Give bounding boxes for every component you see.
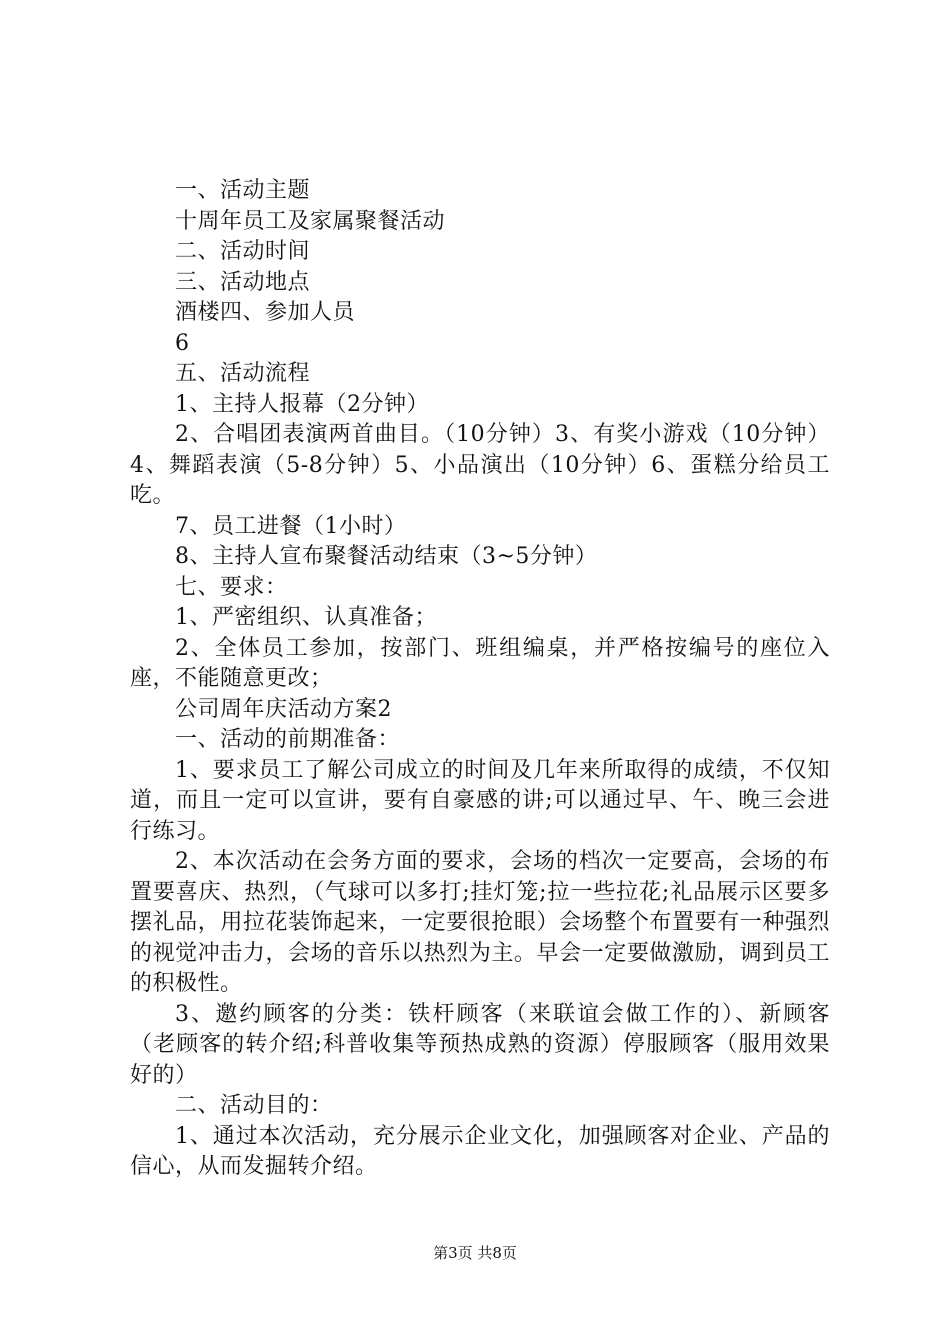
paragraph-9: 2、合唱团表演两首曲目。（10分钟）3、有奖小游戏（10分钟）4、舞蹈表演（5-8分钟）5、小品演出（10分钟）6、蛋糕分给员工吃。	[130, 422, 830, 508]
page-footer	[0, 1242, 950, 1263]
paragraph-8: 1、主持人报幕（2分钟）	[175, 391, 429, 417]
paragraph-13: 1、严密组织、认真准备；	[175, 605, 437, 630]
paragraph-17: 1、要求员工了解公司成立的时间及几年来所取得的成绩，不仅知道，而且一定可以宣讲，要有自豪感的讲;可以通过早、午、晚三会进行练习。	[130, 757, 830, 844]
paragraph-21: 1、通过本次活动，充分展示企业文化，加强顾客对企业、产品的信心，从而发掘转介绍。	[130, 1123, 830, 1179]
paragraph-2: 十周年员工及家属聚餐活动	[175, 208, 446, 234]
paragraph-14: 2、全体员工参加，按部门、班组编桌，并严格按编号的座位入座，不能随意更改；	[130, 635, 830, 691]
paragraph-7: 五、活动流程	[175, 361, 311, 386]
paragraph-10: 7、员工进餐（1小时）	[175, 513, 407, 539]
paragraph-19: 3、邀约顾客的分类：铁杆顾客（来联谊会做工作的）、新顾客（老顾客的转介绍;科普收集等预热成熟的资源）停服顾客（服用效果好的）	[130, 1001, 830, 1088]
document-body	[130, 176, 830, 1183]
paragraph-4: 三、活动地点	[175, 269, 311, 295]
paragraph-11: 8、主持人宣布聚餐活动结束（3~5分钟）	[175, 544, 598, 569]
paragraph-12: 七、要求：	[175, 574, 288, 600]
paragraph-16: 一、活动的前期准备：	[175, 727, 401, 752]
page-number-label: 第3页 共8页	[433, 1244, 517, 1262]
paragraph-20: 二、活动目的：	[175, 1093, 333, 1118]
paragraph-5: 酒楼四、参加人员	[175, 300, 356, 325]
paragraph-3: 二、活动时间	[175, 239, 311, 264]
paragraph-18: 2、本次活动在会务方面的要求，会场的档次一定要高，会场的布置要喜庆、热烈，（气球可以多打;挂灯笼;拉一些拉花;礼品展示区要多摆礼品，用拉花装饰起来，一定要很抢眼）会场整个布置要有一种强烈的视觉冲击力，会场的音乐以热烈为主。早会一定要做激励，调到员工的积极性。	[130, 849, 830, 996]
paragraph-1: 一、活动主题	[175, 178, 311, 203]
paragraph-15: 公司周年庆活动方案2	[175, 696, 392, 722]
paragraph-6: 6	[175, 330, 190, 356]
